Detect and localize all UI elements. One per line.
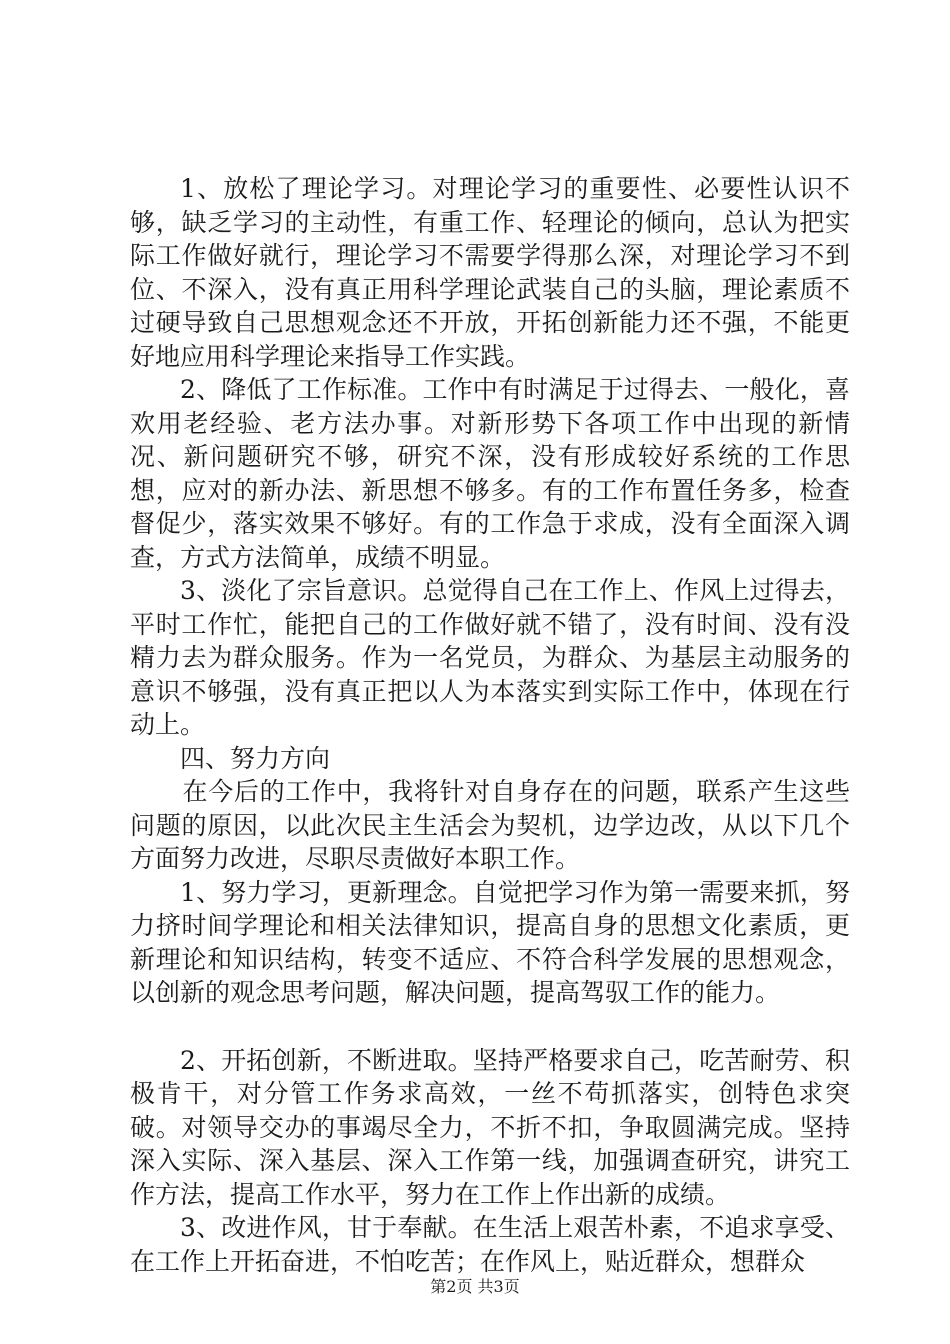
paragraph-work-standard: 2、降低了工作标准。工作中有时满足于过得去、一般化，喜欢用老经验、老方法办事。对新形势下各项工作中出现的新情况、新问题研究不够，研究不深，没有形成较好系统的工作思想，应对的新办法、新思想不够多。有的工作布置任务多，检查督促少，落实效果不够好。有的工作急于求成，没有全面深入调查，方式方法简单，成绩不明显。 (130, 375, 850, 572)
paragraph-theory-study: 1、放松了理论学习。对理论学习的重要性、必要性认识不够，缺乏学习的主动性，有重工作、轻理论的倾向，总认为把实际工作做好就行，理论学习不需要学得那么深，对理论学习不到位、不深入，没有真正用科学理论武装自己的头脑，理论素质不过硬导致自己思想观念还不开放，开拓创新能力还不强，不能更好地应用科学理论来指导工作实践。 (130, 174, 850, 371)
paragraph-gap (130, 1010, 850, 1044)
document-body (130, 172, 850, 1278)
paragraph-purpose-awareness: 3、淡化了宗旨意识。总觉得自己在工作上、作风上过得去，平时工作忙，能把自己的工作做好就不错了，没有时间、没有没精力去为群众服务。作为一名党员，为群众、为基层主动服务的意识不够强，没有真正把以人为本落实到实际工作中，体现在行动上。 (130, 576, 850, 739)
section-heading-direction: 四、努力方向 (180, 743, 331, 773)
paragraph-study-hard: 1、努力学习，更新理念。自觉把学习作为第一需要来抓，努力挤时间学理论和相关法律知识，提高自身的思想文化素质，更新理论和知识结构，转变不适应、不符合科学发展的思想观念，以创新的观念思考问题，解决问题，提高驾驭工作的能力。 (130, 877, 850, 1007)
paragraph-innovation: 2、开拓创新，不断进取。坚持严格要求自己，吃苦耐劳、积极肯干，对分管工作务求高效，一丝不苟抓落实，创特色求突破。对领导交办的事竭尽全力，不折不扣，争取圆满完成。坚持深入实际、深入基层、深入工作第一线，加强调查研究，讲究工作方法，提高工作水平，努力在工作上作出新的成绩。 (130, 1045, 850, 1209)
paragraph-work-style: 3、改进作风，甘于奉献。在生活上艰苦朴素，不追求享受、在工作上开拓奋进，不怕吃苦；在作风上，贴近群众，想群众 (130, 1213, 850, 1276)
paragraph-intro-improvement: 在今后的工作中，我将针对自身存在的问题，联系产生这些问题的原因，以此次民主生活会为契机，边学边改，从以下几个方面努力改进，尽职尽责做好本职工作。 (130, 777, 850, 873)
page-number-footer: 第2页 共3页 (430, 1277, 520, 1296)
